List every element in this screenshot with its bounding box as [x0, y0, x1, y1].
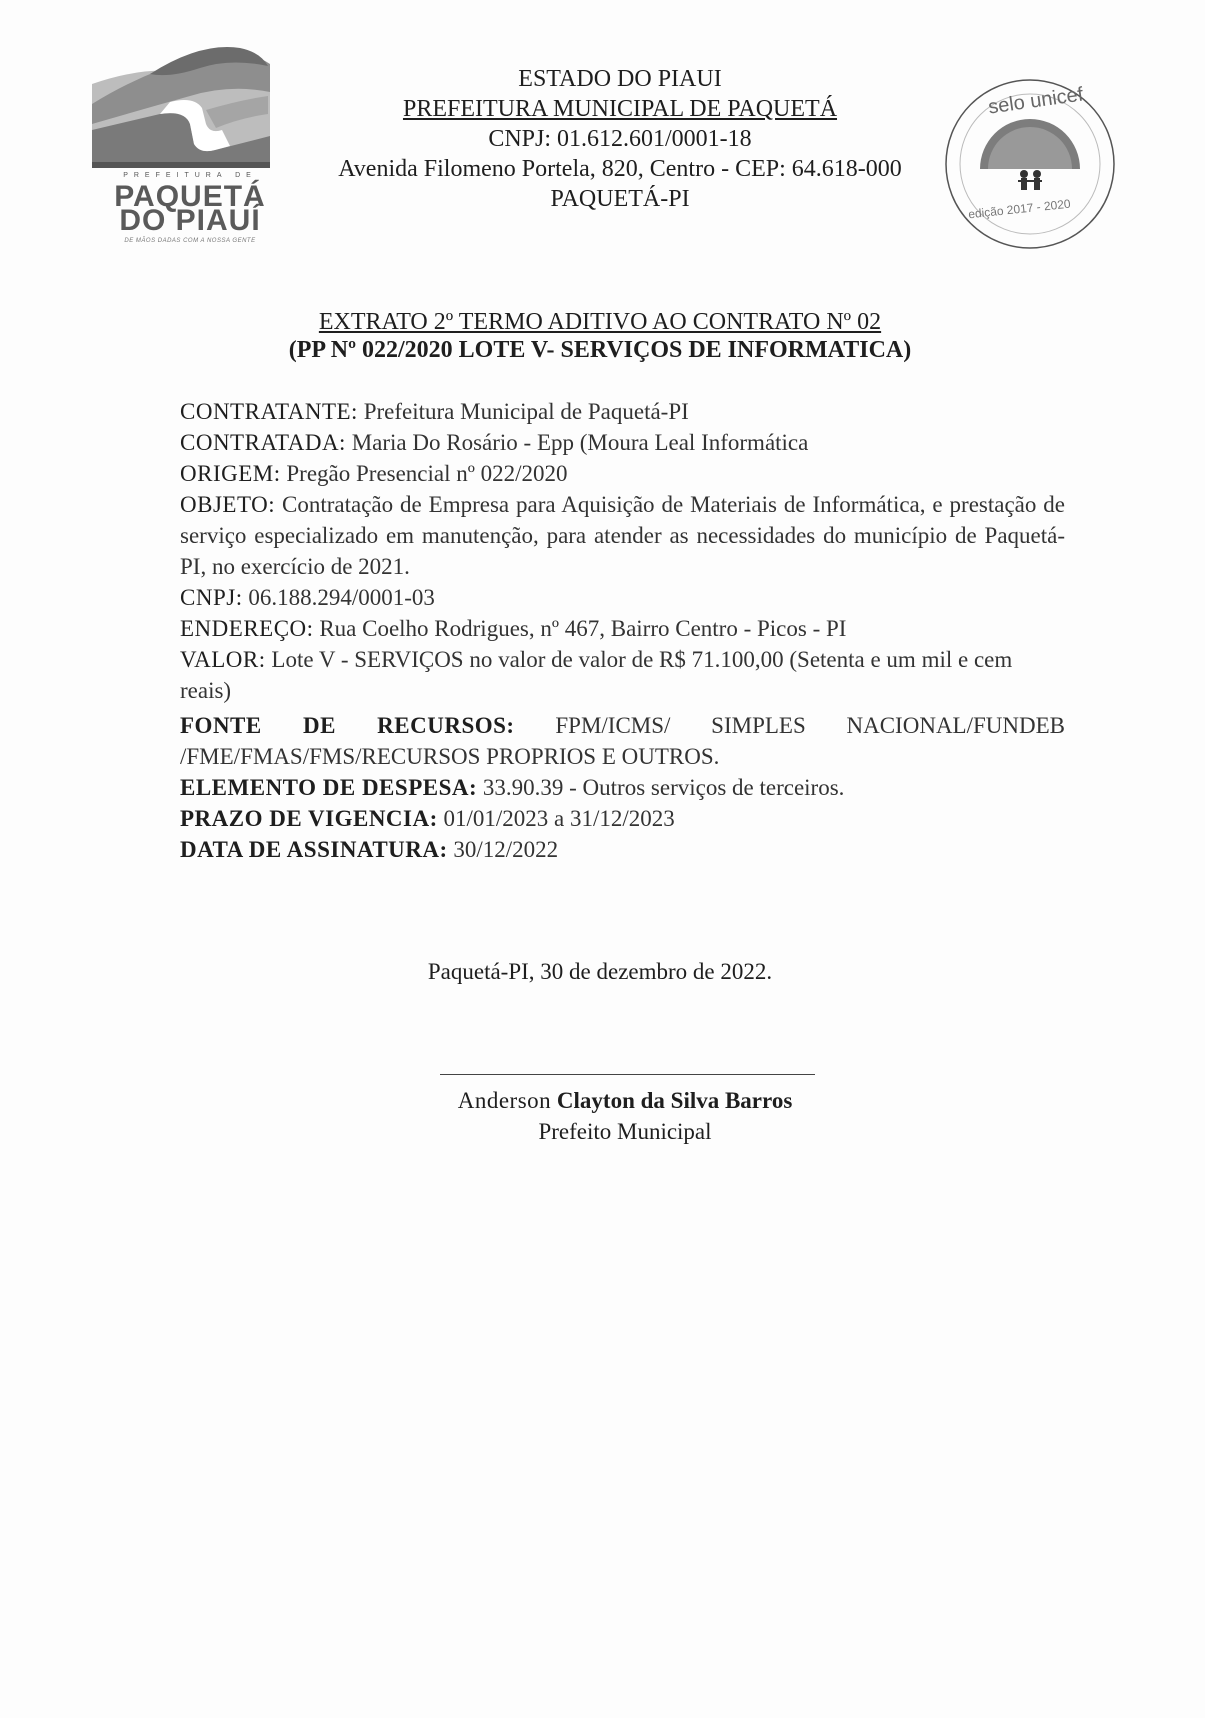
field-label: CNPJ: — [180, 585, 243, 610]
field-label: ORIGEM: — [180, 461, 281, 486]
field-value: Pregão Presencial nº 022/2020 — [286, 461, 568, 486]
field-fonte-recursos — [180, 710, 1065, 772]
signer-role: Prefeito Municipal — [538, 1119, 712, 1144]
signer-surname: Clayton da Silva Barros — [556, 1088, 793, 1113]
field-valor — [180, 644, 1065, 706]
document-title: EXTRATO 2º TERMO ADITIVO AO CONTRATO Nº 02 — [318, 309, 882, 335]
field-value: Lote V - SERVIÇOS no valor de valor de R$ 71.100,00 (Setenta e um mil e cem reais) — [180, 647, 1013, 703]
field-value: 33.90.39 - Outros serviços de terceiros. — [482, 775, 845, 800]
field-value: 30/12/2022 — [453, 837, 559, 862]
signer-name — [300, 1085, 950, 1116]
field-label: PRAZO DE VIGENCIA: — [180, 806, 438, 831]
logo-prefeitura-label: PREFEITURA DE — [123, 172, 257, 179]
field-label: FONTE DE RECURSOS: — [180, 713, 515, 738]
municipality-logo — [90, 44, 300, 244]
logo-tagline: DE MÃOS DADAS COM A NOSSA GENTE — [124, 238, 256, 244]
field-prazo-vigencia — [180, 803, 1065, 834]
header-cnpj: CNPJ: 01.612.601/0001-18 — [488, 126, 752, 152]
field-data-assinatura — [180, 834, 1065, 865]
field-label: CONTRATADA: — [180, 430, 346, 455]
logo-name-line2: DO PIAUÍ — [119, 204, 261, 237]
logo-name-line1: PAQUETÁ — [114, 180, 266, 213]
place-and-date: Paquetá-PI, 30 de dezembro de 2022. — [427, 959, 773, 984]
field-label: OBJETO: — [180, 492, 276, 517]
contract-fields — [180, 396, 1065, 865]
field-value: Rua Coelho Rodrigues, nº 467, Bairro Centro - Picos - PI — [319, 616, 847, 641]
unicef-seal — [940, 74, 1120, 254]
field-label: VALOR: — [180, 647, 266, 672]
signer-first-name: Anderson — [457, 1088, 552, 1113]
field-value: FPM/ICMS/ SIMPLES NACIONAL/FUNDEB /FME/FMAS/FMS/RECURSOS PROPRIOS E OUTROS. — [180, 713, 1065, 769]
field-endereco — [180, 613, 1065, 644]
field-label: ENDEREÇO: — [180, 616, 314, 641]
field-value: Prefeitura Municipal de Paquetá-PI — [363, 399, 689, 424]
header-address: Avenida Filomeno Portela, 820, Centro - CEP: 64.618-000 — [338, 156, 902, 182]
signer-block — [300, 1085, 950, 1147]
field-label: ELEMENTO DE DESPESA: — [180, 775, 478, 800]
header-city: PAQUETÁ-PI — [550, 186, 690, 212]
field-value: 06.188.294/0001-03 — [248, 585, 435, 610]
field-label: DATA DE ASSINATURA: — [180, 837, 448, 862]
header-prefeitura: PREFEITURA MUNICIPAL DE PAQUETÁ — [402, 96, 838, 122]
field-contratante — [180, 396, 1065, 427]
field-origem — [180, 458, 1065, 489]
field-value: 01/01/2023 a 31/12/2023 — [443, 806, 675, 831]
field-label: CONTRATANTE: — [180, 399, 358, 424]
field-elemento-despesa — [180, 772, 1065, 803]
field-value: Contratação de Empresa para Aquisição de Materiais de Informática, e prestação de serviço especializado em manutenção, para atender as necessidades do município de Paquetá-PI, no exercício de 2021. — [180, 492, 1066, 579]
seal-top-text: selo unicef — [986, 83, 1085, 119]
letterhead-text — [300, 64, 940, 214]
document-subtitle: (PP Nº 022/2020 LOTE V- SERVIÇOS DE INFORMATICA) — [288, 337, 912, 363]
field-contratada — [180, 427, 1065, 458]
field-cnpj — [180, 582, 1065, 613]
seal-bottom-text: edição 2017 - 2020 — [967, 196, 1072, 222]
header-state: ESTADO DO PIAUI — [518, 66, 722, 92]
field-value: Maria Do Rosário - Epp (Moura Leal Informática — [351, 430, 809, 455]
field-objeto — [180, 489, 1065, 582]
signature-line — [440, 1074, 815, 1075]
hills-logo-icon — [90, 44, 300, 179]
